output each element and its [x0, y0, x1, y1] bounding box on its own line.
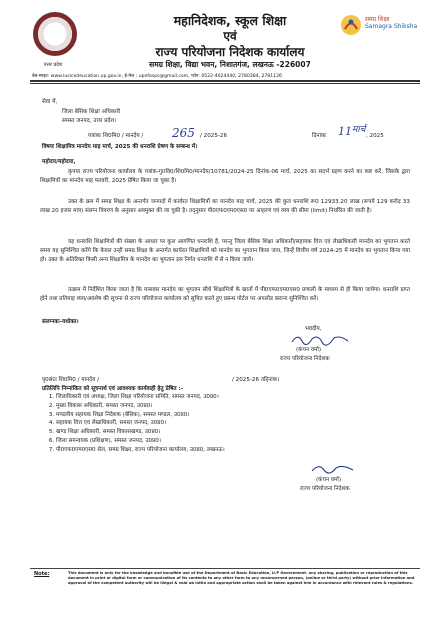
sign-name: (कंचन वर्मा) — [296, 347, 321, 353]
emblem-caption: उत्तर प्रदेश — [43, 62, 63, 68]
copy-ref-year: / 2025-26 तद्दिनांक। — [232, 377, 280, 383]
subject: विषयः शिक्षामित्र मानदेय माह मार्च, 2025 की धनराशि प्रेषण के सम्बन्ध में। — [42, 144, 198, 150]
samagra-logo-text-hindi: समग्र शिक्षा — [365, 16, 390, 23]
date-day: 11 — [338, 125, 352, 138]
header-divider — [30, 80, 420, 82]
list-item: 5. खण्ड शिक्षा अधिकारी, समस्त विकासखण्ड, उ0प्र0। — [56, 428, 426, 437]
paragraph-1: कृपया राज्य परियोजना कार्यालय के पत्रांक-गु0वि0/शि0मि0/मानदेय/10781/2024-25 दिनांक-06 मार्च, 2025 का सदर्भ ग्रहण करने का कष्ट करें, जिसके द्वारा शिक्षामित्रों का मानदेय माह फरवरी, 2025 प्रेषित किया जा चुका है। — [40, 169, 410, 184]
footer-note-text: This document is only for the knowledge and bonafide use of the Department of Basic Education, U.P Government. any sharing, publication or reproduction of this document in print or digital form or communication of its contents to any other form to any unconcerned person, (online or third party) without prior information and approval of the competent authority will be illegal & void ab initio and appropriate action shall be taken against him in accordance with relevant rules & regulations. — [68, 571, 415, 586]
copy-sign-name: (कंचन वर्मा) — [316, 477, 341, 483]
date-label: दिनांकः — [312, 133, 327, 139]
samagra-logo-text-english: Samagra Shiksha — [365, 23, 418, 30]
header-divider-thin — [30, 83, 420, 84]
header-line2: एवं — [223, 29, 237, 43]
ref-year: / 2025-26 — [200, 133, 228, 139]
to-label: सेवा में, — [42, 99, 58, 105]
list-item: 4. सहायक वित्त एवं लेखाधिकारी, समस्त जनपद, उ0प्र0। — [56, 419, 426, 428]
list-item: 2. मुख्य विकास अधिकारी, समस्त जनपद, उ0प्र0। — [56, 402, 426, 411]
header-line1: महानिदेशक, स्कूल शिक्षा — [173, 13, 287, 28]
salutation: महोदय/महोदया, — [42, 159, 76, 165]
ref-number: 265 — [172, 126, 195, 140]
header-line3: राज्य परियोजना निदेशक कार्यालय — [155, 45, 305, 59]
copy-list — [38, 393, 426, 455]
header-contact: बेब-साइट: www.lusicedeucation.up.gov.in, ई-मेल : upefasps@gmail.com, फोन: 0522-4024440, 2780384, 2781126 — [32, 74, 282, 79]
enclosure: संलग्नकः-यथोक्त। — [42, 319, 79, 325]
sign-title: राज्य परियोजना निदेशक — [280, 356, 330, 362]
header-address: समग्र शिक्षा, विद्या भवन, निशातगंज, लखनऊ -226007 — [149, 60, 311, 69]
list-item: 3. मण्डलीय सहायक शिक्षा निदेशक (बेसिक), समस्त मण्डल, उ0प्र0। — [56, 411, 426, 420]
list-item: 7. पी0एफ0एम0एस0 सेल, समग्र शिक्षा, राज्य परियोजना कार्यालय, उ0प्र0, लखनऊ। — [56, 446, 426, 455]
copy-sign-title: राज्य परियोजना निदेशक — [300, 486, 350, 492]
paragraph-2: उक्त के क्रम में समग्र शिक्षा के अन्तर्गत जनपदों में कार्यरत शिक्षामित्रों का मानदेय माह मार्च, 2025 की कुल धनराशि रू0 12933.20 लाख (रूपये 129 करोड़ 33 लाख 20 हजार मात्र) संलग्न विवरण के अनुसार अवमुक्त की जा चुकी है। तद्नुसार पी0एफ0एम0एस0 पर आहरण एवं व्यय की सीमा (limit) निर्धारित की जाती है। — [40, 199, 410, 214]
footer-note-label: Note: — [34, 571, 50, 577]
to-line1: जिला बेसिक शिक्षा अधिकारी — [62, 109, 121, 115]
to-line2: समस्त जनपद, उत्तर प्रदेश। — [62, 118, 117, 124]
sign-close: भवदीय, — [305, 326, 322, 332]
paragraph-4: तत्क्रम में निर्देशित किया जाता है कि मासवार मानदेय का भुगतान सीधे शिक्षामित्रों के खातों में पी0एफ0एम0एस0 प्रणाली के माध्यम से ही किया जायेगा। धनराशि प्राप्त होने तथा प्रतिमाह व्यय/अवशेष की सूचना से राज्य परियोजना कार्यालय को सूचित करते हुए प्रबन्ध पोर्टल पर अपलोड कराना सुनिश्चित करें। — [40, 287, 410, 302]
list-item: 1. जिलाधिकारी एवं अध्यक्ष, जिला शिक्षा परियोजना समिति, समस्त जनपद, उ0प्र0। — [56, 393, 426, 402]
paragraph-3: यह धनराशि शिक्षामित्रों की संख्या के आधार पर कुल आगणित धनराशि है, परन्तु जिला बेसिक शिक्षा अधिकारी/सहायक वित्त एवं लेखाधिकारी मानदेय का भुगतान करते समय यह सुनिश्चित करेंगे कि केवल उन्हीं समग्र शिक्षा के अन्तर्गत कार्यरत शिक्षामित्रों को मानदेय का भुगतान किया जाय, जिन्हें वित्तीय वर्ष 2024-25 में मानदेय का भुगतान किया गया हो। उक्त के अतिरिक्त किसी अन्य शिक्षामित्र के मानदेय का भुगतान इस निर्गत धनराशि में से न किया जाये। — [40, 239, 410, 263]
copy-ref-label: पृ0सं0ः शि0मि0 / मानदेय / — [42, 377, 100, 383]
footer-divider — [30, 568, 420, 569]
copy-heading: प्रतिलिपि निम्नांकित को सूचनार्थ एवं आवश्यक कार्यवाही हेतु प्रेषित :- — [42, 386, 184, 392]
date-year: , 2025 — [366, 133, 384, 139]
signature-icon — [290, 332, 350, 346]
samagra-shiksha-logo-icon — [340, 14, 362, 36]
date-month: मार्च — [352, 125, 366, 135]
ref-label: पत्रांकः शि0मि0 / मानदेय / — [88, 133, 144, 139]
list-item: 6. जिला समन्वयक (प्रशिक्षण), समस्त जनपद, उ0प्र0। — [56, 437, 426, 446]
signature-icon-2 — [310, 462, 355, 474]
